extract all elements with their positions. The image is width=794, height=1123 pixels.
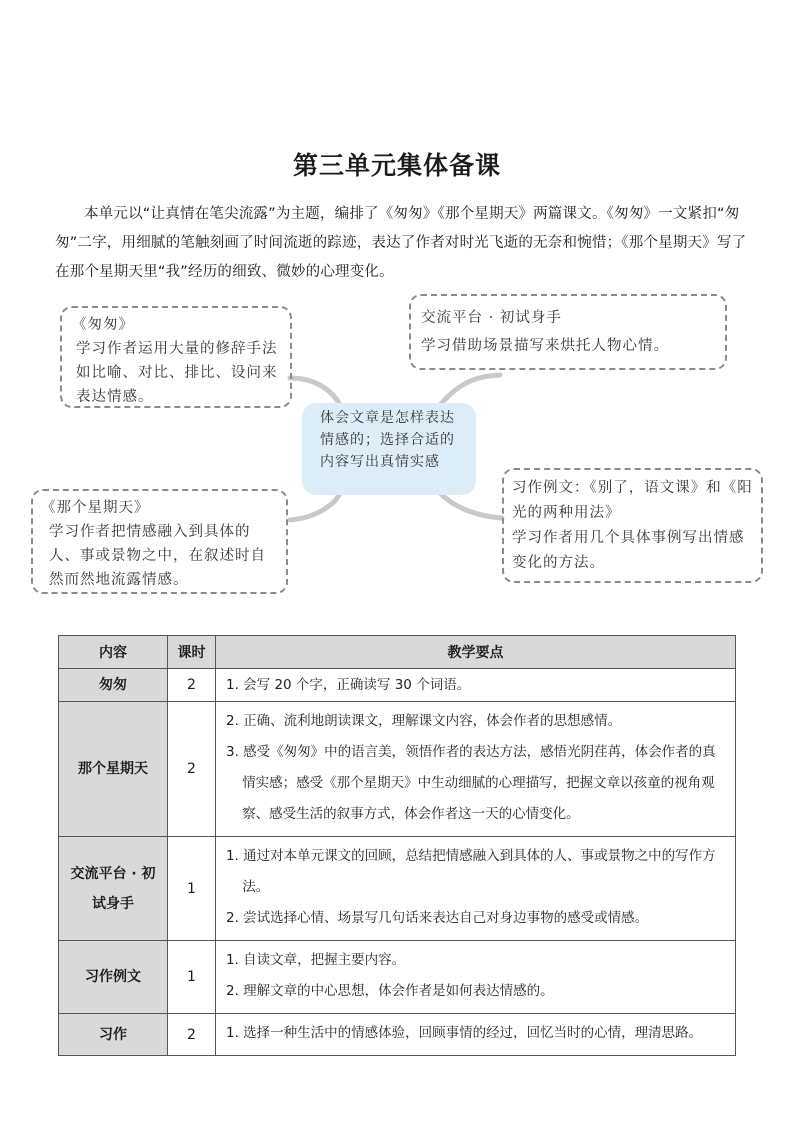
- row-hours: 1: [168, 941, 216, 1014]
- box-title: 《那个星期天》: [41, 500, 150, 516]
- row-points: [216, 837, 736, 941]
- table-row: [59, 1014, 736, 1056]
- box-title: 习作例文：《别了，语文课》和《阳光的两种用法》: [512, 480, 753, 521]
- point-item: 2. 正确、流利地朗读课文，理解课文内容，体会作者的思想感情。: [226, 713, 622, 729]
- point-item: 3. 感受《匆匆》中的语言美，领悟作者的表达方法，感悟光阴荏苒，体会作者的真情实感；感受《那个星期天》中生动细腻的心理描写，把握文章以孩童的视角观察、感受生活的叙事方式，体会作者这一天的心情变化。: [226, 744, 716, 822]
- point-item: 2. 尝试选择心情、场景写几句话来表达自己对身边事物的感受或情感。: [226, 910, 649, 926]
- point-item: 2. 理解文章的中心思想，体会作者是如何表达情感的。: [226, 983, 554, 999]
- box-text: 学习作者运用大量的修辞手法如比喻、对比、排比、设问来表达情感。: [76, 341, 278, 405]
- row-hours: 2: [168, 669, 216, 702]
- mindmap-box-jiaoliu: [409, 294, 727, 370]
- row-points: [216, 1014, 736, 1056]
- row-content: 那个星期天: [59, 702, 168, 837]
- page-title: 第三单元集体备课: [292, 151, 501, 180]
- row-content: 交流平台 · 初试身手: [59, 837, 168, 941]
- row-points: [216, 702, 736, 837]
- lesson-plan-table: [58, 635, 736, 1056]
- connector-bottom-right: [440, 493, 502, 518]
- table-row: [59, 837, 736, 941]
- mindmap-box-xingqitian: [31, 489, 288, 594]
- box-text: 学习作者把情感融入到具体的人、事或景物之中，在叙述时自然而然地流露情感。: [49, 524, 266, 588]
- header-content: 内容: [59, 636, 168, 669]
- table-header-row: [59, 636, 736, 669]
- connector-bottom-left: [290, 493, 340, 520]
- box-text: 学习借助场景描写来烘托人物心情。: [421, 338, 669, 354]
- point-item: 1. 通过对本单元课文的回顾，总结把情感融入到具体的人、事或景物之中的写作方法。: [226, 848, 716, 895]
- table-row: [59, 941, 736, 1014]
- point-item: 1. 选择一种生活中的情感体验，回顾事情的经过，回忆当时的心情，理清思路。: [226, 1025, 703, 1041]
- row-content: 匆匆: [59, 669, 168, 702]
- point-item: 1. 自读文章，把握主要内容。: [226, 952, 406, 968]
- mindmap-box-huang: [60, 306, 292, 408]
- mindmap-center: 体会文章是怎样表达情感的；选择合适的内容写出真情实感: [302, 403, 476, 495]
- table-row: [59, 669, 736, 702]
- mindmap-box-liwen: [502, 468, 763, 583]
- row-points: [216, 941, 736, 1014]
- box-text: 学习作者用几个具体事例写出情感变化的方法。: [512, 530, 745, 571]
- box-title: 《匆匆》: [72, 317, 134, 333]
- row-point: 1. 会写 20 个字，正确读写 30 个词语。: [216, 669, 736, 702]
- connector-top-left: [290, 378, 340, 405]
- row-hours: 2: [168, 702, 216, 837]
- row-content: 习作: [59, 1014, 168, 1056]
- row-content: 习作例文: [59, 941, 168, 1014]
- intro-paragraph: 本单元以“让真情在笔尖流露”为主题，编排了《匆匆》《那个星期天》两篇课文。《匆匆》一文紧扣“匆匆”二字，用细腻的笔触刻画了时间流逝的踪迹，表达了作者对时光飞逝的无奈和惋惜；《那个星期天》写了在那个星期天里“我”经历的细致、微妙的心理变化。: [55, 206, 747, 280]
- row-hours: 1: [168, 837, 216, 941]
- box-title: 交流平台 · 初试身手: [421, 310, 562, 326]
- table-row: [59, 702, 736, 837]
- header-hours: 课时: [168, 636, 216, 669]
- header-points: 教学要点: [216, 636, 736, 669]
- row-hours: 2: [168, 1014, 216, 1056]
- connector-top-right: [440, 375, 500, 405]
